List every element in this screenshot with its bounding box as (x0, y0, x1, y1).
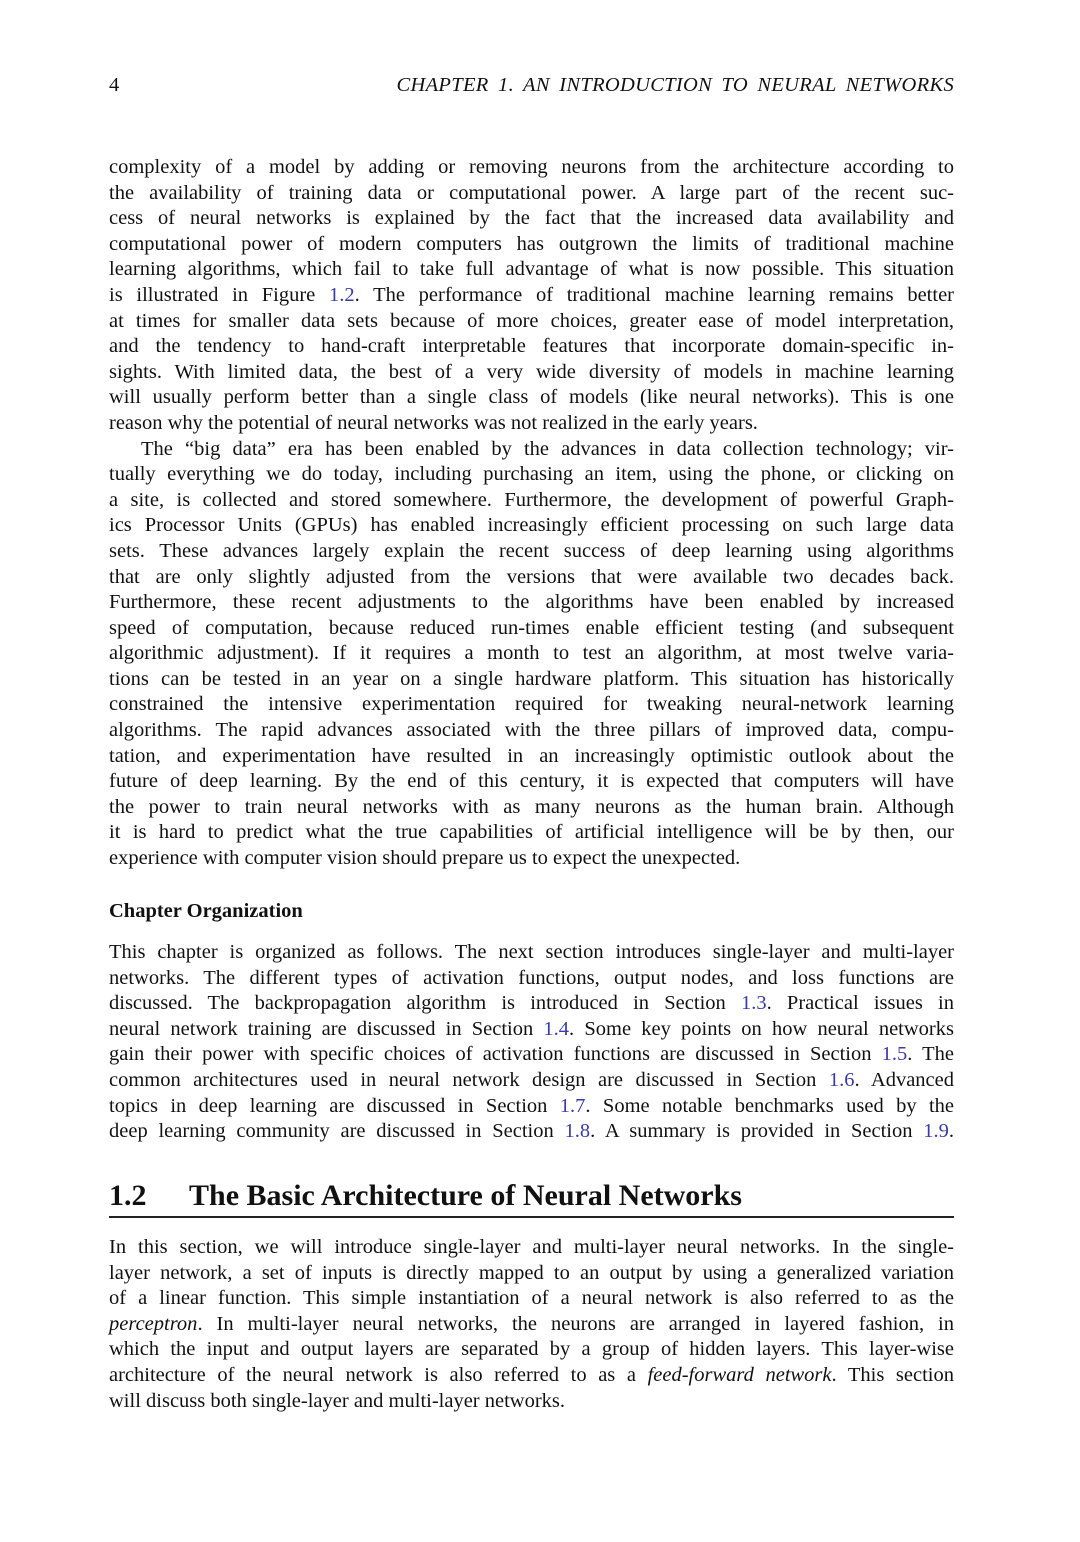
text-line: common architectures used in neural network design are discussed in Section 1.6. Advanced (109, 1068, 954, 1091)
text-line: at times for smaller data sets because of more choices, greater ease of model interpretation, (109, 309, 954, 332)
text-line: the availability of training data or computational power. A large part of the recent suc- (109, 181, 954, 204)
text-line: deep learning community are discussed in Section 1.8. A summary is provided in Section 1.9. (109, 1120, 954, 1143)
text-line: sights. With limited data, the best of a very wide diversity of models in machine learning (109, 360, 954, 383)
text-line: Furthermore, these recent adjustments to the algorithms have been enabled by increased (109, 591, 954, 614)
text-line: and the tendency to hand-craft interpretable features that incorporate domain-specific in- (109, 335, 954, 358)
text-line: topics in deep learning are discussed in Section 1.7. Some notable benchmarks used by the (109, 1094, 954, 1117)
text-line: This chapter is organized as follows. The next section introduces single-layer and multi-layer (109, 941, 954, 963)
text-line: layer network, a set of inputs is directly mapped to an output by using a generalized variation (109, 1261, 954, 1284)
text-line: will usually perform better than a single class of models (like neural networks). This is one (109, 386, 954, 409)
cross-reference-link[interactable]: 1.7 (559, 1094, 586, 1117)
body-paragraphs-intro (109, 155, 954, 872)
text-line: architecture of the neural network is also referred to as a feed-forward network. This section (109, 1363, 954, 1386)
page-number: 4 (109, 74, 120, 96)
section-number: 1.2 (109, 1179, 147, 1212)
chapter-organization-heading: Chapter Organization (109, 900, 303, 922)
text-line: of a linear function. This simple instantiation of a neural network is also referred to as the (109, 1287, 954, 1310)
cross-reference-link[interactable]: 1.9 (923, 1120, 949, 1143)
text-line: computational power of modern computers has outgrown the limits of traditional machine (109, 232, 954, 255)
text-line: neural network training are discussed in Section 1.4. Some key points on how neural networks (109, 1017, 954, 1040)
text-line: algorithmic adjustment). If it requires a month to test an algorithm, at most twelve varia- (109, 642, 954, 665)
section-paragraph (109, 1235, 954, 1414)
text-line: reason why the potential of neural networks was not realized in the early years. (109, 411, 758, 434)
text-line: it is hard to predict what the true capabilities of artificial intelligence will be by then, our (109, 821, 954, 844)
text-line: tions can be tested in an year on a single hardware platform. This situation has historically (109, 667, 954, 690)
text-line: In this section, we will introduce single-layer and multi-layer neural networks. In the single- (109, 1236, 954, 1258)
text-line: constrained the intensive experimentation required for tweaking neural-network learning (109, 693, 954, 716)
text-line: that are only slightly adjusted from the versions that were available two decades back. (109, 565, 954, 588)
text-line: learning algorithms, which fail to take full advantage of what is now possible. This situation (109, 258, 954, 281)
text-line: tation, and experimentation have resulted in an increasingly optimistic outlook about the (109, 744, 954, 767)
cross-reference-link[interactable]: 1.3 (740, 992, 767, 1015)
text-line: discussed. The backpropagation algorithm is introduced in Section 1.3. Practical issues in (109, 992, 954, 1015)
text-line: complexity of a model by adding or removing neurons from the architecture according to (109, 156, 954, 178)
text-line: perceptron. In multi-layer neural networks, the neurons are arranged in layered fashion, in (109, 1312, 954, 1335)
text-line: is illustrated in Figure 1.2. The performance of traditional machine learning remains better (109, 283, 954, 306)
text-line: speed of computation, because reduced run-times enable efficient testing (and subsequent (109, 616, 954, 639)
cross-reference-link[interactable]: 1.2 (328, 283, 355, 306)
running-head: CHAPTER 1. AN INTRODUCTION TO NEURAL NETWORKS (396, 74, 954, 96)
text-line: the power to train neural networks with as many neurons as the human brain. Although (109, 795, 954, 818)
text-line: sets. These advances largely explain the recent success of deep learning using algorithms (109, 539, 954, 562)
text-line: future of deep learning. By the end of this century, it is expected that computers will have (109, 770, 954, 793)
text-line: The “big data” era has been enabled by the advances in data collection technology; vir- (141, 437, 954, 460)
text-line: networks. The different types of activation functions, output nodes, and loss functions are (109, 966, 954, 989)
text-line: algorithms. The rapid advances associated with the three pillars of improved data, compu- (109, 719, 954, 742)
text-line: which the input and output layers are separated by a group of hidden layers. This layer-wise (109, 1338, 954, 1361)
text-line: will discuss both single-layer and multi-layer networks. (109, 1389, 566, 1412)
text-line: ics Processor Units (GPUs) has enabled increasingly efficient processing on such large data (109, 514, 954, 537)
text-line: gain their power with specific choices of activation functions are discussed in Section 1.5. The (109, 1043, 954, 1066)
cross-reference-link[interactable]: 1.6 (828, 1068, 855, 1091)
text-line: a site, is collected and stored somewhere. Furthermore, the development of powerful Graph- (109, 488, 954, 511)
emphasized-term: feed-forward network (647, 1363, 832, 1386)
cross-reference-link[interactable]: 1.5 (881, 1043, 908, 1066)
cross-reference-link[interactable]: 1.8 (564, 1120, 591, 1143)
text-line: cess of neural networks is explained by the fact that the increased data availability and (109, 207, 954, 230)
chapter-organization-paragraph (109, 940, 954, 1145)
text-line: tually everything we do today, including purchasing an item, using the phone, or clicking on (109, 463, 954, 486)
cross-reference-link[interactable]: 1.4 (543, 1017, 570, 1040)
section-heading (109, 1178, 954, 1218)
section-title: The Basic Architecture of Neural Networks (189, 1179, 742, 1212)
emphasized-term: perceptron (109, 1312, 198, 1335)
text-line: experience with computer vision should prepare us to expect the unexpected. (109, 847, 741, 870)
